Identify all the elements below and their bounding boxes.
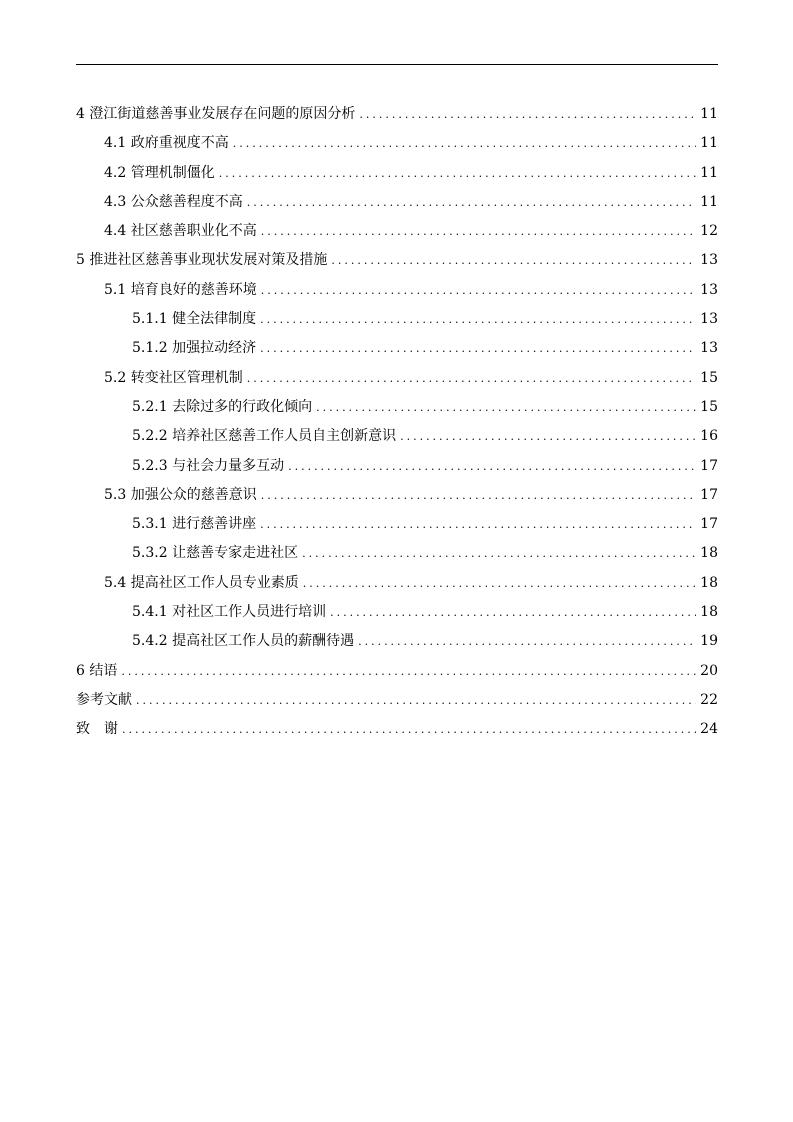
toc-entry-page-number: 11 [700, 193, 718, 210]
toc-entry[interactable] [76, 452, 718, 481]
header-rule [76, 64, 718, 65]
toc-entry-page-number: 11 [700, 106, 718, 122]
toc-dot-leader [260, 305, 696, 334]
toc-entry[interactable] [76, 422, 718, 451]
toc-dot-leader [219, 159, 696, 188]
toc-entry-page-number: 15 [700, 369, 718, 386]
toc-dot-leader [400, 422, 696, 451]
toc-entry-title: 4.3 公众慈善程度不高 [104, 193, 243, 210]
toc-entry[interactable] [76, 627, 718, 656]
toc-dot-leader [316, 393, 696, 422]
toc-entry-page-number: 13 [700, 340, 718, 357]
toc-entry-page-number: 17 [700, 486, 718, 503]
toc-dot-leader [261, 276, 696, 305]
toc-entry-title: 4.2 管理机制僵化 [104, 164, 215, 181]
toc-entry-page-number: 18 [700, 604, 718, 621]
toc-entry-title: 5.4.2 提高社区工作人员的薪酬待遇 [132, 633, 355, 650]
toc-dot-leader [233, 129, 696, 158]
toc-entry-title: 5.2 转变社区管理机制 [104, 369, 243, 386]
toc-entry[interactable] [76, 657, 718, 686]
toc-entry-title: 4.1 政府重视度不高 [104, 135, 229, 152]
toc-entry[interactable] [76, 364, 718, 393]
toc-entry-title: 5.4.1 对社区工作人员进行培训 [132, 604, 327, 621]
toc-entry[interactable] [76, 686, 718, 715]
toc-entry-page-number: 11 [700, 135, 718, 152]
toc-entry-page-number: 12 [700, 223, 718, 240]
toc-entry[interactable] [76, 276, 718, 305]
toc-entry[interactable] [76, 334, 718, 363]
toc-entry[interactable] [76, 510, 718, 539]
toc-dot-leader [260, 510, 696, 539]
toc-dot-leader [121, 657, 696, 686]
toc-entry-title: 5.3 加强公众的慈善意识 [104, 486, 257, 503]
toc-entry-title: 4.4 社区慈善职业化不高 [104, 223, 257, 240]
toc-entry[interactable] [76, 305, 718, 334]
toc-entry-page-number: 18 [700, 545, 718, 562]
toc-entry-page-number: 17 [700, 516, 718, 533]
toc-entry-title: 参考文献 [76, 691, 132, 708]
toc-entry[interactable] [76, 539, 718, 568]
toc-dot-leader [331, 246, 696, 275]
toc-entry[interactable] [76, 159, 718, 188]
toc-entry-title: 5.1 培育良好的慈善环境 [104, 281, 257, 298]
toc-entry[interactable] [76, 715, 718, 744]
toc-dot-leader [261, 217, 696, 246]
toc-entry-page-number: 20 [700, 662, 718, 679]
toc-dot-leader [288, 452, 696, 481]
toc-dot-leader [358, 627, 696, 656]
toc-entry[interactable] [76, 569, 718, 598]
toc-dot-leader [247, 188, 696, 217]
toc-entry-title: 5 推进社区慈善事业现状发展对策及措施 [76, 252, 328, 269]
toc-entry[interactable] [76, 246, 718, 275]
toc-entry-page-number: 16 [700, 428, 718, 445]
toc-dot-leader [260, 334, 696, 363]
toc-dot-leader [122, 715, 696, 744]
toc-entry-title: 4 澄江街道慈善事业发展存在问题的原因分析 [76, 106, 356, 122]
toc-dot-leader [359, 100, 696, 129]
toc-entry-page-number: 18 [700, 574, 718, 591]
toc-entry[interactable] [76, 100, 718, 129]
toc-dot-leader [247, 364, 696, 393]
toc-dot-leader [302, 539, 696, 568]
toc-entry-title: 5.2.1 去除过多的行政化倾向 [132, 398, 313, 415]
toc-entry[interactable] [76, 393, 718, 422]
toc-entry[interactable] [76, 598, 718, 627]
toc-entry-title: 5.3.1 进行慈善讲座 [132, 516, 257, 533]
toc-entry-title: 5.3.2 让慈善专家走进社区 [132, 545, 299, 562]
toc-entry[interactable] [76, 217, 718, 246]
toc-entry[interactable] [76, 481, 718, 510]
toc-entry-title: 5.1.1 健全法律制度 [132, 311, 257, 328]
toc-dot-leader [136, 686, 696, 715]
toc-entry[interactable] [76, 188, 718, 217]
toc-entry-title: 5.1.2 加强拉动经济 [132, 340, 257, 357]
toc-dot-leader [261, 481, 696, 510]
toc-entry-page-number: 24 [700, 721, 718, 738]
toc-entry-page-number: 13 [700, 311, 718, 328]
toc-entry-title: 5.4 提高社区工作人员专业素质 [104, 574, 299, 591]
toc-entry-title: 6 结语 [76, 662, 118, 679]
toc-entry-page-number: 13 [700, 252, 718, 269]
toc-entry-page-number: 19 [700, 633, 718, 650]
toc-entry-page-number: 17 [700, 457, 718, 474]
toc-entry[interactable] [76, 129, 718, 158]
toc-entry-title: 致 谢 [76, 721, 118, 738]
toc-entry-title: 5.2.3 与社会力量多互动 [132, 457, 285, 474]
table-of-contents [76, 100, 718, 745]
toc-entry-page-number: 13 [700, 281, 718, 298]
toc-entry-page-number: 11 [700, 164, 718, 181]
toc-entry-page-number: 15 [700, 398, 718, 415]
toc-dot-leader [303, 569, 696, 598]
toc-dot-leader [330, 598, 696, 627]
toc-entry-title: 5.2.2 培养社区慈善工作人员自主创新意识 [132, 428, 397, 445]
toc-entry-page-number: 22 [700, 691, 718, 708]
